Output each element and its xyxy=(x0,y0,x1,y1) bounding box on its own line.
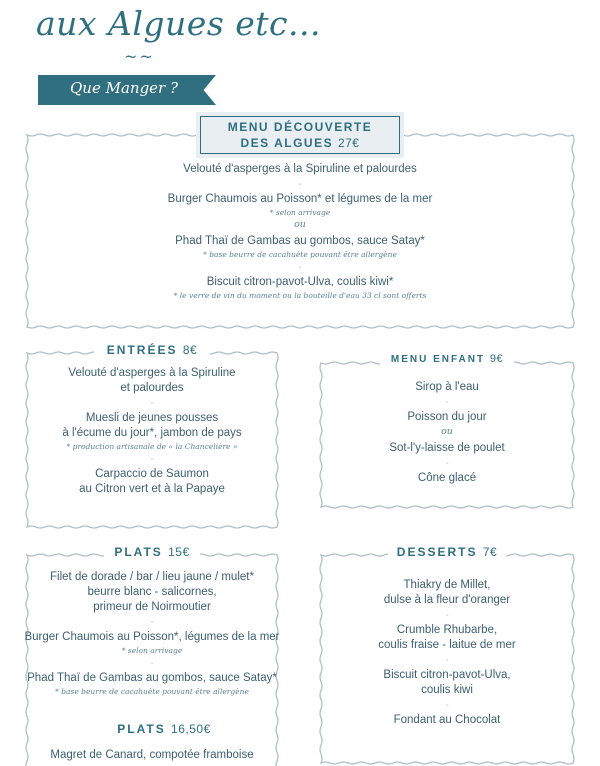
dessert-1-line2: dulse à la fleur d'oranger xyxy=(383,594,511,606)
enfant-title: MENU ENFANT xyxy=(390,354,486,365)
decouverte-item-3: Phad Thaï de Gambas au gombos, sauce Satay* xyxy=(175,235,425,247)
decouverte-title-line1: MENU DÉCOUVERTE xyxy=(227,120,373,134)
ribbon-label: Que Manger ? xyxy=(70,79,179,97)
enfant-item-4: Cône glacé xyxy=(417,472,477,484)
plats-content xyxy=(24,570,280,697)
menu-decouverte-content xyxy=(24,162,576,301)
entree-1-line2: et palourdes xyxy=(120,382,184,394)
entree-2-line1: Muesli de jeunes pousses xyxy=(85,412,219,424)
entrees-heading xyxy=(94,341,210,359)
plat-1-line3: primeur de Noirmoutier xyxy=(93,601,211,613)
desserts-title: DESSERTS xyxy=(396,545,478,559)
entree-2-line2: à l'écume du jour*, jambon de pays xyxy=(62,427,242,439)
title-tilde-decoration: ~~ xyxy=(124,47,155,66)
separator: - xyxy=(445,397,449,408)
enfant-box xyxy=(318,360,576,510)
enfant-item-3: Sot-l'y-laisse de poulet xyxy=(389,442,505,454)
decouverte-item-1: Velouté d'asperges à la Spiruline et palourdes xyxy=(183,163,417,175)
enfant-price: 9€ xyxy=(489,353,504,365)
enfant-content xyxy=(318,380,576,486)
plats-2-title: PLATS xyxy=(117,722,166,736)
enfant-heading xyxy=(380,351,514,368)
dessert-3-line1: Biscuit citron-pavot-Ulva, xyxy=(383,669,511,681)
separator: - xyxy=(445,655,449,666)
separator: - xyxy=(445,610,449,621)
enfant-item-1: Sirop à l'eau xyxy=(415,381,479,393)
separator: - xyxy=(150,617,154,628)
plats-2-price: 16,50€ xyxy=(171,722,211,736)
plat-2: Burger Chaumois au Poisson*, légumes de la mer xyxy=(24,631,280,643)
plats-2-content xyxy=(24,748,280,763)
plat-4: Magret de Canard, compotée framboise xyxy=(50,749,254,761)
dessert-2-line2: coulis fraise - laitue de mer xyxy=(378,639,516,651)
dessert-1-line1: Thiakry de Millet, xyxy=(403,579,491,591)
plats-heading xyxy=(104,543,200,561)
entrees-content xyxy=(24,366,280,497)
entree-1-line1: Velouté d'asperges à la Spiruline xyxy=(68,367,236,379)
separator: - xyxy=(298,262,302,273)
separator: - xyxy=(298,179,302,190)
entrees-box xyxy=(24,350,280,530)
separator: - xyxy=(150,454,154,465)
plat-3: Phad Thaï de Gambas au gombos, sauce Satay* xyxy=(27,672,277,684)
plats-2-heading xyxy=(24,722,304,736)
plat-1-line2: beurre blanc - salicornes, xyxy=(87,586,217,598)
decouverte-note-2: * base beurre de cacahuète pouvant être allergène xyxy=(203,250,397,259)
separator: - xyxy=(445,700,449,711)
entree-2-note: * production artisanale de « la Chancelière » xyxy=(66,442,238,451)
dessert-4: Fondant au Chocolat xyxy=(393,714,501,726)
entree-3-line1: Carpaccio de Saumon xyxy=(95,468,209,480)
decouverte-ou: ou xyxy=(294,219,306,230)
desserts-box xyxy=(318,552,576,766)
entree-3-line2: au Citron vert et à la Papaye xyxy=(79,483,225,495)
plats-title: PLATS xyxy=(114,545,163,559)
decouverte-item-2: Burger Chaumois au Poisson* et légumes de la mer xyxy=(167,193,433,205)
plat-3-note: * base beurre de cacahuète pouvant être allergène xyxy=(55,687,249,696)
plat-1-line1: Filet de dorade / bar / lieu jaune / mulet* xyxy=(50,571,254,583)
enfant-item-2: Poisson du jour xyxy=(407,411,487,423)
decouverte-title-badge xyxy=(200,116,400,154)
separator: - xyxy=(150,398,154,409)
plat-2-note: * selon arrivage xyxy=(121,646,183,655)
separator: - xyxy=(445,458,449,469)
desserts-price: 7€ xyxy=(482,545,498,559)
desserts-heading xyxy=(388,543,506,561)
entrees-price: 8€ xyxy=(182,343,198,357)
entrees-title: ENTRÉES xyxy=(106,343,178,357)
decouverte-note-3: * le verre de vin du moment ou la bouteille d'eau 33 cl sont offerts xyxy=(173,291,427,300)
decouverte-price: 27€ xyxy=(337,136,360,150)
decouverte-item-4: Biscuit citron-pavot-Ulva, coulis kiwi* xyxy=(206,276,394,288)
plats-price: 15€ xyxy=(168,545,190,559)
decouverte-title-line2: DES ALGUES xyxy=(240,136,334,150)
separator: - xyxy=(150,658,154,669)
restaurant-title: aux Algues etc... xyxy=(36,4,321,43)
dessert-2-line1: Crumble Rhubarbe, xyxy=(396,624,498,636)
decouverte-note-1: * selon arrivage xyxy=(269,208,331,217)
enfant-ou: ou xyxy=(441,426,453,437)
dessert-3-line2: coulis kiwi xyxy=(421,684,473,696)
plats-box xyxy=(24,552,280,766)
desserts-content xyxy=(318,578,576,728)
menu-decouverte-box xyxy=(24,132,576,330)
